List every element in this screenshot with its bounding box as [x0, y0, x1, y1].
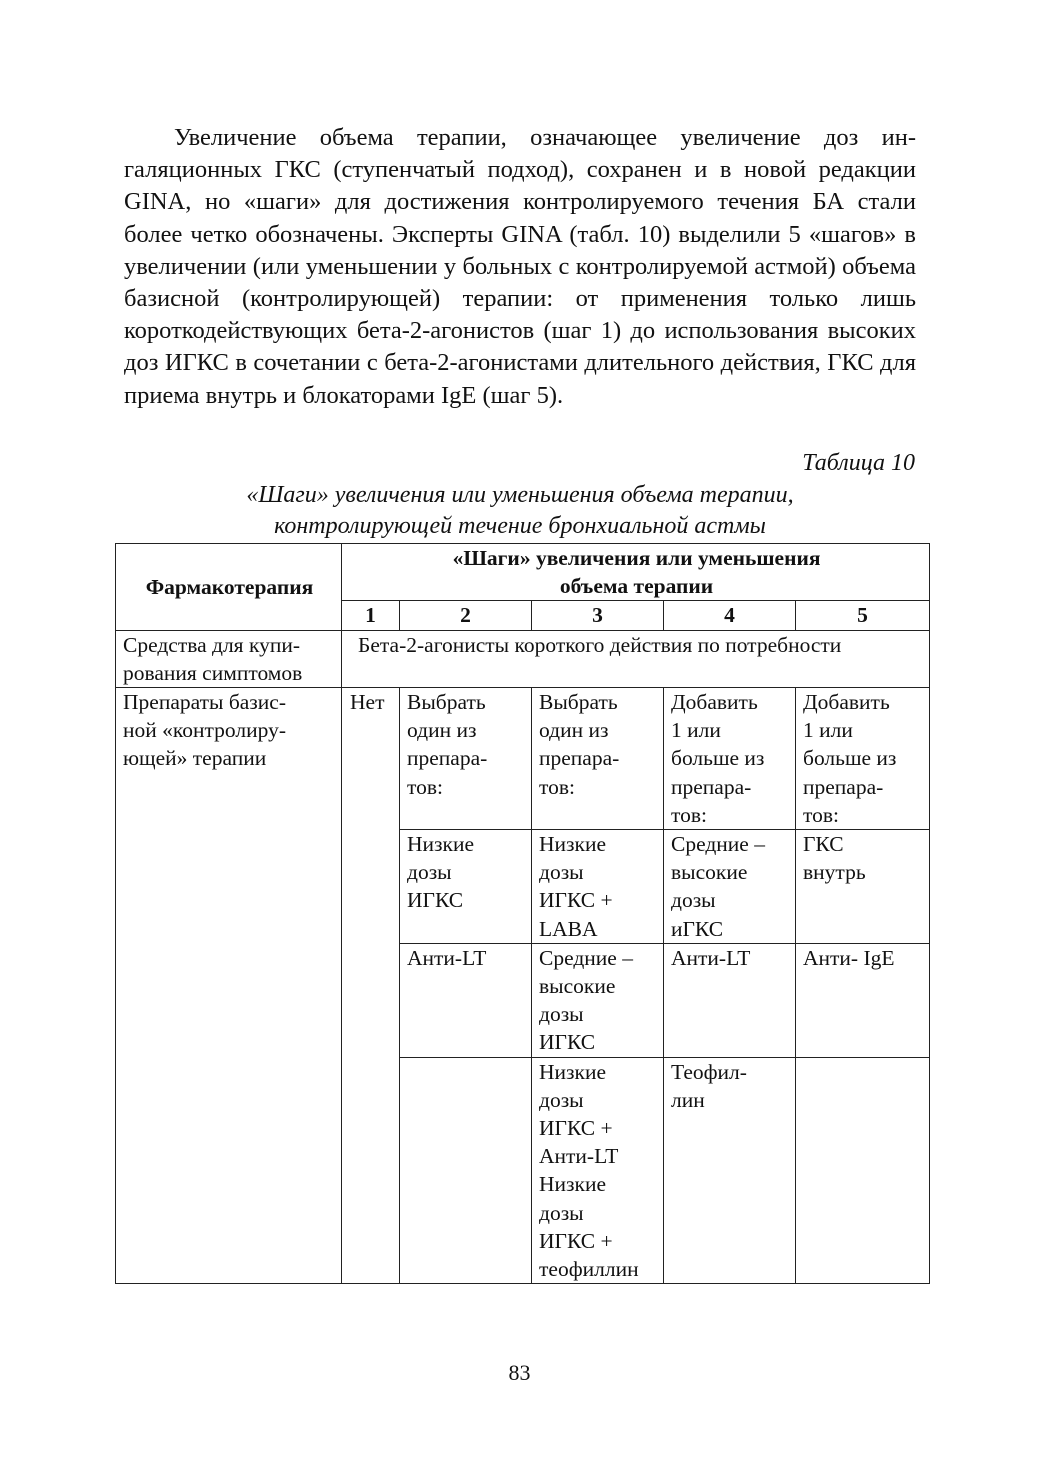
relief-label: Средства для купи- рования симптомов [116, 630, 342, 687]
table-cell: Низкие дозы ИГКС + LABA [532, 830, 664, 944]
step-number: 5 [796, 601, 930, 630]
table-caption-line-2: контролирующей течение бронхиальной астмы [274, 513, 766, 539]
table-cell: Теофил- лин [664, 1057, 796, 1284]
basic-therapy-label: Препараты базис- ной «контролиру- ющей» терапии [116, 688, 342, 1284]
table-cell: ГКС внутрь [796, 830, 930, 944]
step-number: 1 [342, 601, 400, 630]
table-cell [796, 1057, 930, 1284]
body-paragraph: Увеличение объема терапии, означающее увеличение доз ингаляционных ГКС (ступенчатый подход), сохранен и в новой редакции GINA, но «шаги» для достижения контролируемого течения БА стали более четко обозначены. Эксперты GINA (табл. 10) выделили 5 «шагов» в увеличении (или уменьшении у больных с контролируемой астмой) объема базисной (контролирующей) терапии: от применения только лишь короткодействующих бета-2-агонистов (шаг 1) до использования высоких доз ИГКС в сочетании с бета-2-агонистами длительного действия, ГКС для приема внутрь и блокаторами IgE (шаг 5). [124, 124, 916, 409]
step-number: 3 [532, 601, 664, 630]
table-number: Таблица 10 [802, 450, 915, 476]
table-cell: Выбрать один из препара- тов: [532, 688, 664, 830]
step-number: 2 [400, 601, 532, 630]
header-steps: «Шаги» увеличения или уменьшения объема терапии [342, 544, 930, 601]
table-cell: Низкие дозы ИГКС [400, 830, 532, 944]
table-cell: Низкие дозы ИГКС + Анти-LT Низкие дозы ИГКС + теофиллин [532, 1057, 664, 1284]
relief-value: Бета-2-агонисты короткого действия по потребности [342, 630, 930, 687]
table-cell: Анти- IgE [796, 943, 930, 1057]
table-cell [400, 1057, 532, 1284]
relief-row [116, 630, 930, 687]
basic-therapy-row [116, 688, 930, 830]
table-cell: Добавить 1 или больше из препара- тов: [796, 688, 930, 830]
therapy-steps-table [115, 543, 930, 1284]
table-cell: Анти-LT [400, 943, 532, 1057]
table-cell: Анти-LT [664, 943, 796, 1057]
header-pharmacotherapy: Фармакотерапия [116, 544, 342, 631]
table-cell: Средние – высокие дозы ИГКС [532, 943, 664, 1057]
step1-value: Нет [342, 688, 400, 1284]
page-number: 83 [508, 1360, 531, 1385]
table-header-row [116, 544, 930, 601]
table-caption [124, 480, 916, 542]
table-cell: Выбрать один из препара- тов: [400, 688, 532, 830]
table-caption-line-1: «Шаги» увеличения или уменьшения объема терапии, [246, 482, 794, 508]
table-cell: Средние – высокие дозы иГКС [664, 830, 796, 944]
table-cell: Добавить 1 или больше из препара- тов: [664, 688, 796, 830]
step-number: 4 [664, 601, 796, 630]
